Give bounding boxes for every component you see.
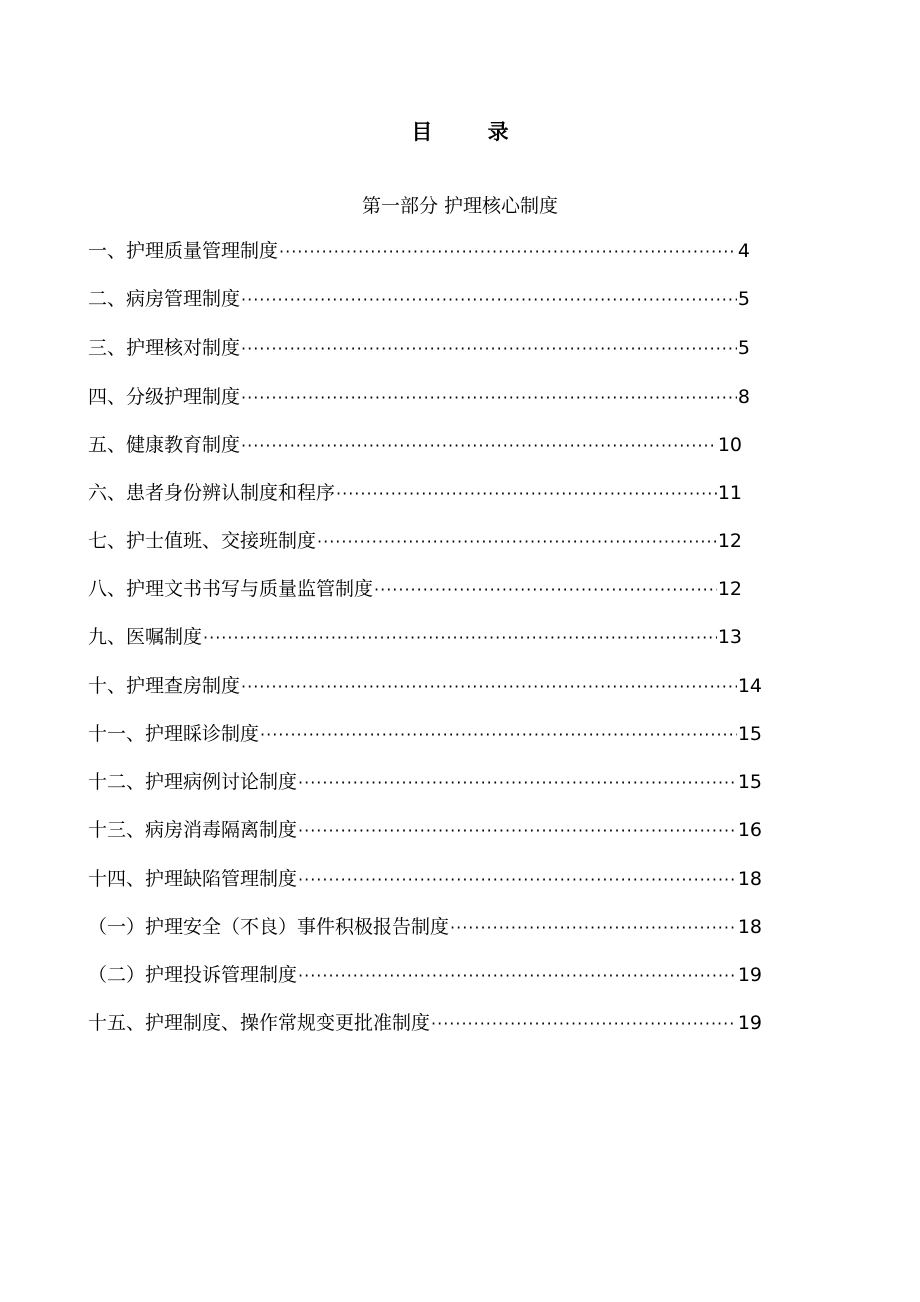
toc-dot-leader xyxy=(241,383,737,413)
toc-entry-2[interactable] xyxy=(88,284,750,314)
toc-entry-14[interactable] xyxy=(88,864,762,894)
toc-entry-10[interactable] xyxy=(88,671,762,701)
toc-dot-leader xyxy=(450,913,737,943)
toc-entry-13[interactable] xyxy=(88,815,762,845)
page-title: 目 录 xyxy=(411,120,533,144)
toc-dot-leader xyxy=(298,865,737,895)
toc-entry-label: 二、病房管理制度 xyxy=(88,288,241,310)
toc-page-number: 15 xyxy=(737,771,762,793)
toc-entry-4[interactable] xyxy=(88,382,750,412)
toc-entry-label: （一）护理安全（不良）事件积极报告制度 xyxy=(88,916,450,938)
toc-page-number: 11 xyxy=(717,482,742,504)
toc-page-number: 5 xyxy=(737,337,750,359)
toc-dot-leader xyxy=(298,768,737,798)
toc-entry-label: 六、患者身份辨认制度和程序 xyxy=(88,482,336,504)
toc-dot-leader xyxy=(241,334,737,364)
toc-entry-label: 八、护理文书书写与质量监管制度 xyxy=(88,578,374,600)
toc-entry-label: 三、护理核对制度 xyxy=(88,337,241,359)
toc-entry-label: 四、分级护理制度 xyxy=(88,386,241,408)
toc-dot-leader xyxy=(298,961,737,991)
toc-dot-leader xyxy=(374,575,717,605)
toc-entry-label: 十、护理查房制度 xyxy=(88,675,241,697)
toc-page-number: 12 xyxy=(717,530,742,552)
toc-page-number: 10 xyxy=(717,434,742,456)
toc-entry-8[interactable] xyxy=(88,574,742,604)
toc-entry-label: 七、护士值班、交接班制度 xyxy=(88,530,317,552)
toc-page-number: 18 xyxy=(737,868,762,890)
toc-page-number: 8 xyxy=(737,386,750,408)
toc-entry-label: 十三、病房消毒隔离制度 xyxy=(88,819,298,841)
toc-entry-12[interactable] xyxy=(88,767,762,797)
toc-entry-label: 一、护理质量管理制度 xyxy=(88,240,279,262)
toc-dot-leader xyxy=(203,623,717,653)
toc-dot-leader xyxy=(241,672,737,702)
toc-entry-label: 九、医嘱制度 xyxy=(88,626,203,648)
toc-entry-label: 十四、护理缺陷管理制度 xyxy=(88,868,298,890)
toc-entry-9[interactable] xyxy=(88,622,742,652)
toc-dot-leader xyxy=(279,237,737,267)
toc-entry-11[interactable] xyxy=(88,719,762,749)
toc-entry-7[interactable] xyxy=(88,526,742,556)
toc-entry-3[interactable] xyxy=(88,333,750,363)
toc-dot-leader xyxy=(317,527,717,557)
toc-dot-leader xyxy=(431,1009,737,1039)
toc-page-number: 19 xyxy=(737,964,762,986)
toc-entry-label: 十二、护理病例讨论制度 xyxy=(88,771,298,793)
toc-page-number: 15 xyxy=(737,723,762,745)
toc-entry-1[interactable] xyxy=(88,236,750,266)
toc-entry-label: 十五、护理制度、操作常规变更批准制度 xyxy=(88,1012,431,1034)
toc-page-number: 16 xyxy=(737,819,762,841)
toc-page-number: 5 xyxy=(737,288,750,310)
toc-entry-label: （二）护理投诉管理制度 xyxy=(88,964,298,986)
toc-entry-5[interactable] xyxy=(88,430,742,460)
toc-dot-leader xyxy=(260,720,737,750)
toc-page-number: 13 xyxy=(717,626,742,648)
toc-page-number: 4 xyxy=(737,240,750,262)
toc-entry-17[interactable] xyxy=(88,1008,762,1038)
toc-entry-16[interactable] xyxy=(88,960,762,990)
toc-dot-leader xyxy=(336,479,717,509)
toc-dot-leader xyxy=(241,285,737,315)
toc-entry-6[interactable] xyxy=(88,478,742,508)
section-heading: 第一部分 护理核心制度 xyxy=(361,195,559,217)
toc-page-number: 18 xyxy=(737,916,762,938)
toc-entry-label: 十一、护理睬诊制度 xyxy=(88,723,260,745)
toc-page-number: 12 xyxy=(717,578,742,600)
toc-entry-label: 五、健康教育制度 xyxy=(88,434,241,456)
toc-entry-15[interactable] xyxy=(88,912,762,942)
toc-dot-leader xyxy=(298,816,737,846)
toc-page-number: 14 xyxy=(737,675,762,697)
toc-page-number: 19 xyxy=(737,1012,762,1034)
toc-dot-leader xyxy=(241,431,717,461)
